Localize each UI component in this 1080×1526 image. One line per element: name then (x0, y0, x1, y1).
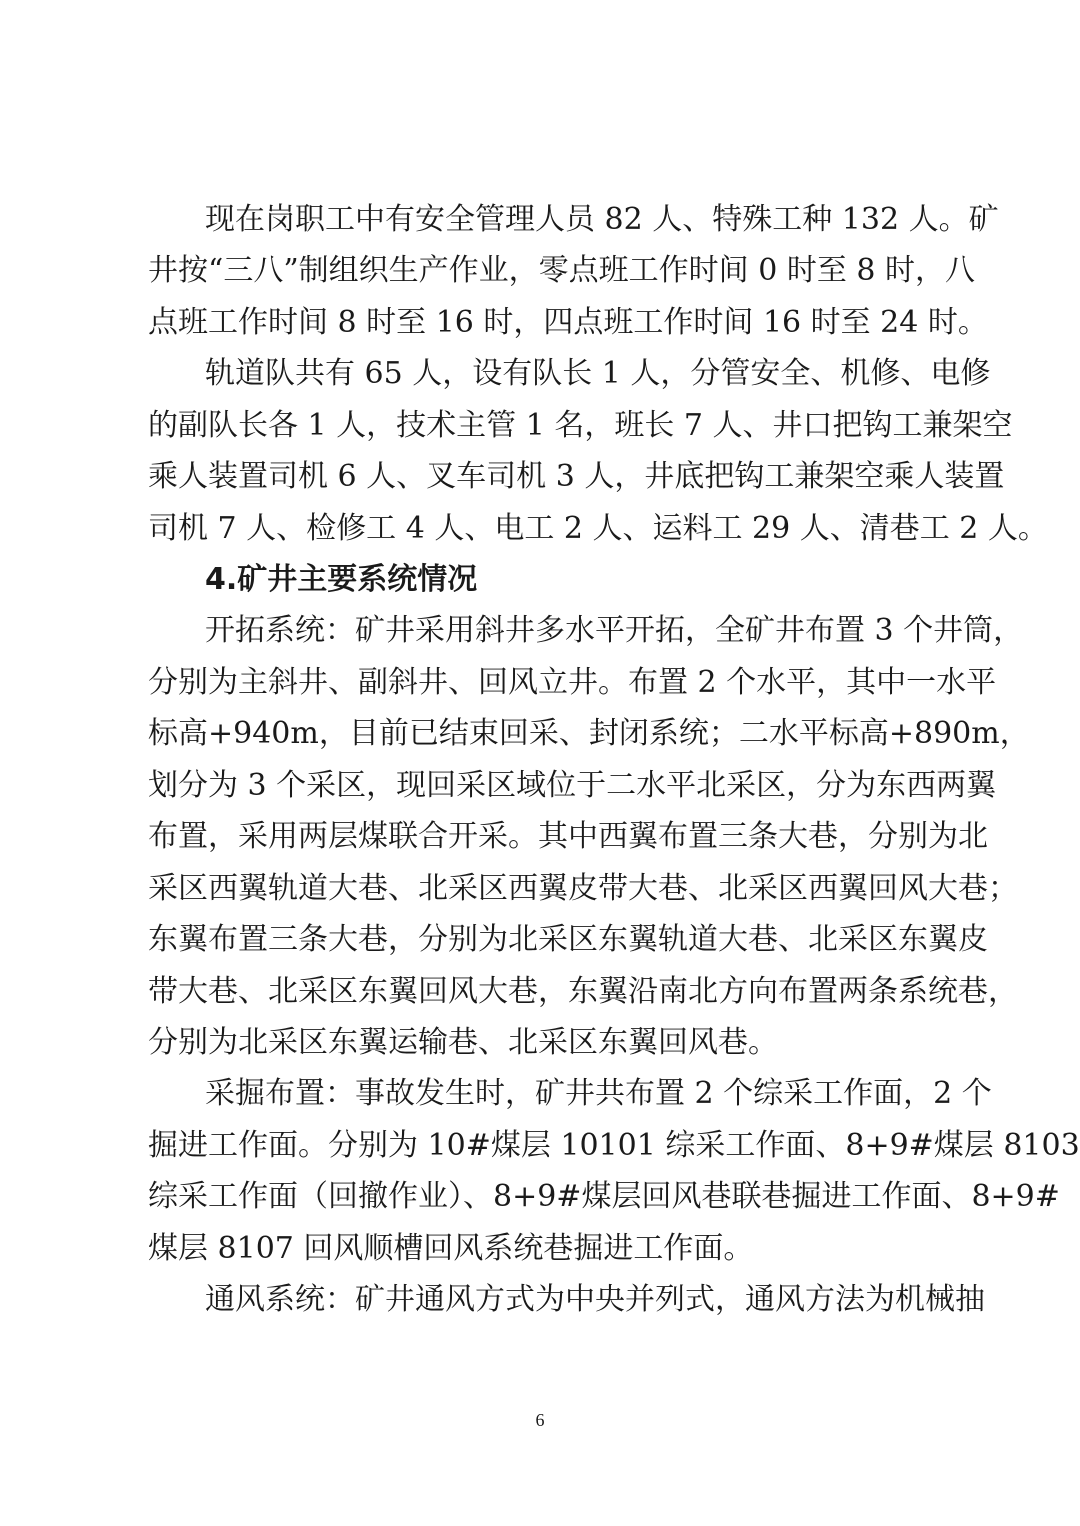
section-heading: 4.矿井主要系统情况 (205, 562, 478, 597)
text-line: 布置，采用两层煤联合开采。其中西翼布置三条大巷，分别为北 (148, 819, 988, 854)
text-line: 点班工作时间 8 时至 16 时，四点班工作时间 16 时至 24 时。 (148, 305, 988, 340)
text-line: 综采工作面（回撤作业）、8+9#煤层回风巷联巷掘进工作面、8+9# (148, 1179, 1060, 1214)
text-line: 掘进工作面。分别为 10#煤层 10101 综采工作面、8+9#煤层 8103 (148, 1128, 1080, 1163)
text-line: 现在岗职工中有安全管理人员 82 人、特殊工种 132 人。矿 (205, 202, 999, 237)
page-number: 6 (535, 1410, 545, 1430)
text-line: 采区西翼轨道大巷、北采区西翼皮带大巷、北采区西翼回风大巷； (148, 871, 1018, 906)
text-line: 分别为北采区东翼运输巷、北采区东翼回风巷。 (148, 1025, 778, 1060)
text-line: 开拓系统：矿井采用斜井多水平开拓，全矿井布置 3 个井筒， (205, 613, 1024, 648)
text-line: 通风系统：矿井通风方式为中央并列式，通风方法为机械抽 (205, 1282, 985, 1317)
text-line: 东翼布置三条大巷，分别为北采区东翼轨道大巷、北采区东翼皮 (148, 922, 988, 957)
text-line: 带大巷、北采区东翼回风大巷，东翼沿南北方向布置两条系统巷， (148, 974, 1018, 1009)
text-line: 井按“三八”制组织生产作业，零点班工作时间 0 时至 8 时，八 (148, 253, 975, 288)
text-line: 乘人装置司机 6 人、叉车司机 3 人，井底把钩工兼架空乘人装置 (148, 459, 1005, 494)
text-line: 划分为 3 个采区，现回采区域位于二水平北采区，分为东西两翼 (148, 768, 997, 803)
text-line: 的副队长各 1 人，技术主管 1 名，班长 7 人、井口把钩工兼架空 (148, 408, 1013, 443)
text-line: 标高+940m，目前已结束回采、封闭系统；二水平标高+890m， (148, 716, 1030, 751)
text-line: 分别为主斜井、副斜井、回风立井。布置 2 个水平，其中一水平 (148, 665, 997, 700)
text-line: 采掘布置：事故发生时，矿井共布置 2 个综采工作面，2 个 (205, 1076, 992, 1111)
text-line: 轨道队共有 65 人，设有队长 1 人，分管安全、机修、电修 (205, 356, 991, 391)
text-line: 司机 7 人、检修工 4 人、电工 2 人、运料工 29 人、清巷工 2 人。 (148, 511, 1048, 546)
text-line: 煤层 8107 回风顺槽回风系统巷掘进工作面。 (148, 1231, 754, 1266)
